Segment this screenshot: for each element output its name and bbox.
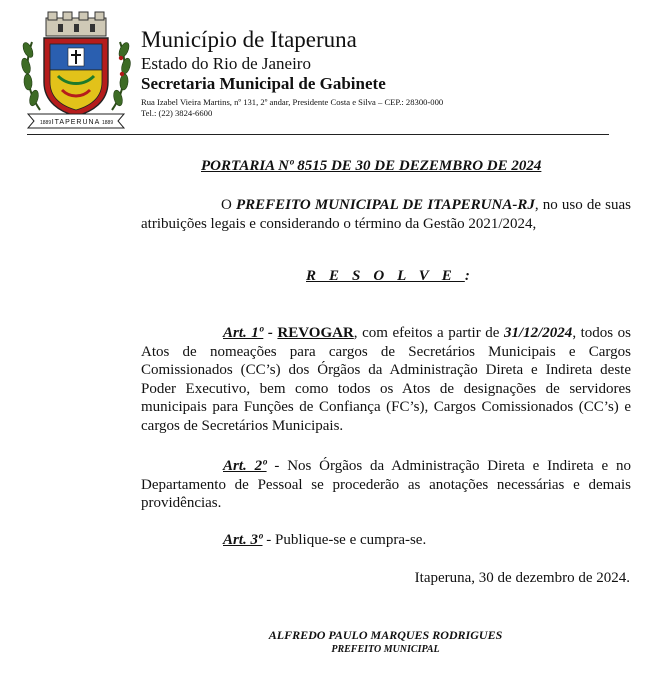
ribbon-banner [28, 114, 124, 128]
article-3 [141, 531, 631, 550]
article-1-dash: - [263, 325, 278, 341]
article-3-text: - Publique-se e cumpra-se. [262, 532, 427, 548]
address-line: Rua Izabel Vieira Martins, nº 131, 2º andar, Presidente Costa e Silva – CEP.: 28300-000 [141, 97, 444, 107]
article-2 [141, 457, 631, 513]
intro-lead: O [221, 197, 236, 213]
letterhead [141, 26, 661, 119]
resolve-heading [306, 268, 483, 285]
header-divider [27, 134, 609, 135]
resolve-label: RESOLVE [306, 268, 465, 284]
ribbon-year-left: 1889 [40, 120, 52, 126]
article-2-text: - Nos Órgãos da Administração Direta e Indireta e no Departamento de Pessoal se procederão as anotações necessárias e demais providências. [141, 458, 631, 512]
mural-crown-icon [46, 12, 106, 36]
signatory-name: ALFREDO PAULO MARQUES RODRIGUES [268, 628, 503, 642]
coffee-branch-right-icon [112, 41, 132, 110]
shield-icon [44, 38, 108, 116]
ribbon-text: ITAPERUNA [51, 119, 101, 126]
intro-paragraph [141, 196, 631, 233]
article-3-label: Art. 3º [223, 532, 263, 548]
phone-line: Tel.: (22) 3824-6600 [141, 108, 213, 118]
municipality-name: Município de Itaperuna [141, 27, 357, 52]
state-name: Estado do Rio de Janeiro [141, 54, 311, 73]
resolve-suffix: : [464, 268, 483, 284]
article-1-date: 31/12/2024 [503, 325, 573, 341]
article-1-mid: , com efeitos a partir de [353, 325, 504, 341]
intro-mayor: PREFEITO MUNICIPAL DE ITAPERUNA-RJ [235, 197, 535, 213]
article-1 [141, 324, 631, 436]
place-date: Itaperuna, 30 de dezembro de 2024. [414, 570, 630, 586]
laurel-left-icon [20, 41, 40, 110]
article-1-text: , todos os Atos de nomeações para cargos de Secretários Municipais e Cargos Comissionados (CC’s) dos Órgãos da Administração Direta e Indireta deste Poder Executivo, bem como todos os Atos de designações de servidores municipais para Funções de Confiança (FC’s), Cargos Comissionados (CC’s) e cargos de Secretários Municipais. [141, 325, 632, 434]
signatory-role: PREFEITO MUNICIPAL [331, 644, 440, 655]
article-2-label: Art. 2º [223, 458, 267, 474]
article-1-label: Art. 1º [223, 325, 264, 341]
secretariat-name: Secretaria Municipal de Gabinete [141, 74, 386, 93]
document-title: PORTARIA Nº 8515 DE 30 DE DEZEMBRO DE 2024 [201, 158, 542, 174]
intro-rest: , no uso de suas atribuições legais e considerando o término da Gestão 2021/2024, [141, 197, 631, 232]
coat-of-arms-logo [18, 10, 134, 130]
article-1-keyword: REVOGAR [277, 325, 354, 341]
ribbon-year-right: 1889 [102, 120, 114, 126]
